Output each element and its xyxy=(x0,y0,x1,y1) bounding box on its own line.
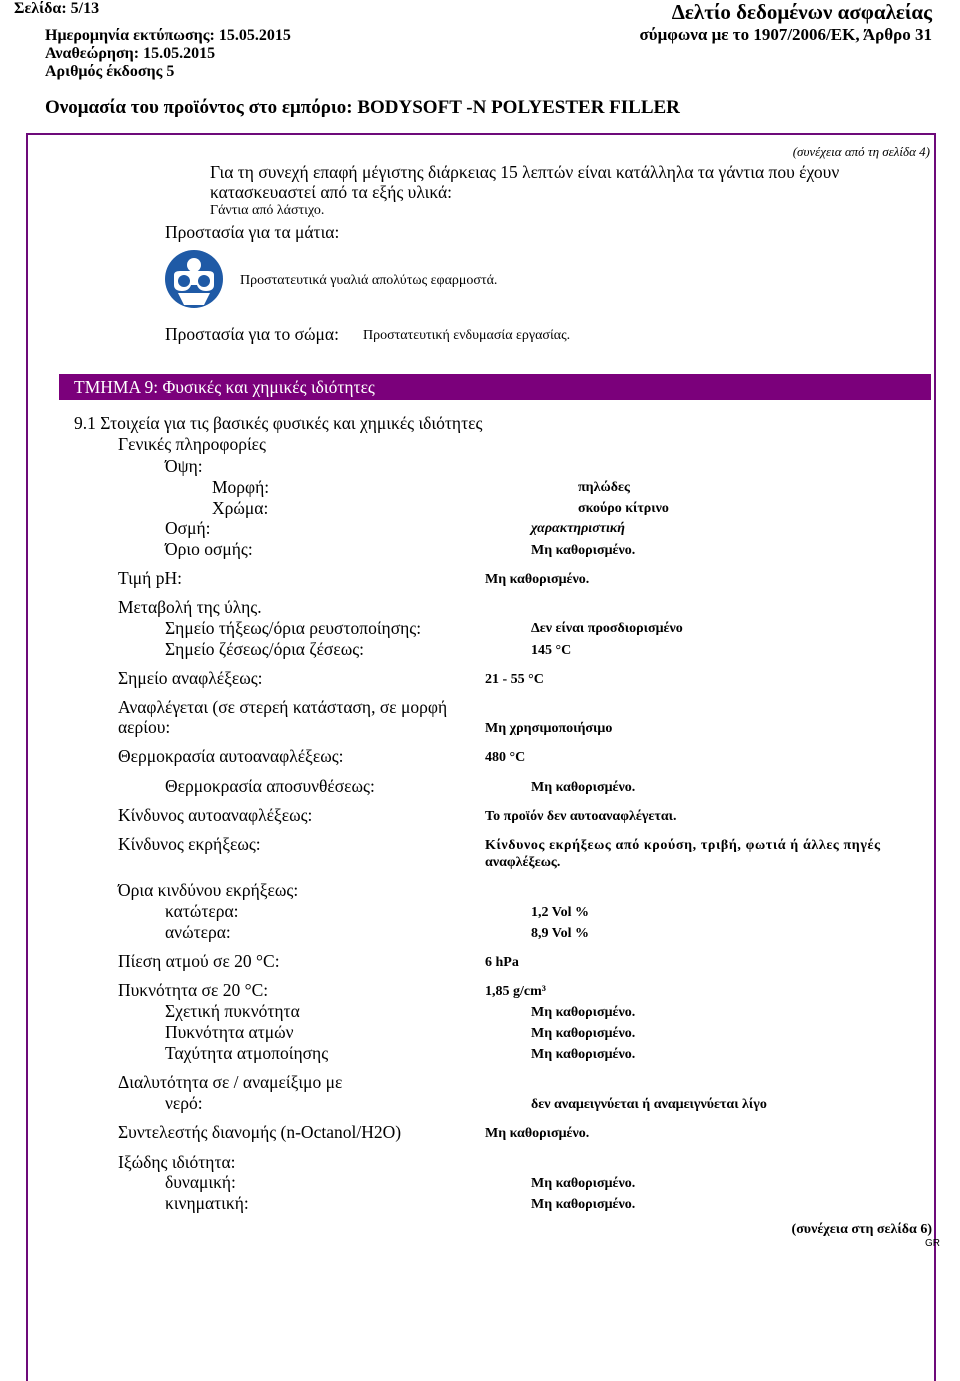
color-value: σκούρο κίτρινο xyxy=(578,501,669,516)
state-change-label: Μεταβολή της ύλης. xyxy=(118,597,262,617)
ph-label: Τιμή pH: xyxy=(118,568,182,588)
continued-to: (συνέχεια στη σελίδα 6) xyxy=(791,1222,932,1237)
kinematic-viscosity-value: Μη καθορισμένο. xyxy=(531,1197,636,1212)
autoignition-value: 480 °C xyxy=(485,750,526,765)
dynamic-viscosity-label: δυναμική: xyxy=(165,1172,236,1192)
odor-threshold-label: Όριο οσμής: xyxy=(165,539,253,559)
upper-limit-label: ανώτερα: xyxy=(165,922,231,942)
boiling-point-value: 145 °C xyxy=(531,643,572,658)
lower-limit-value: 1,2 Vol % xyxy=(531,905,589,920)
density-value: 1,85 g/cm³ xyxy=(485,984,546,999)
continued-from: (συνέχεια από τη σελίδα 4) xyxy=(792,144,930,159)
explosion-value-1: Κίνδυνος εκρήξεως από κρούση, τριβή, φωτιά ή άλλες πηγές xyxy=(485,838,881,853)
evaporation-rate-label: Ταχύτητα ατμοποίησης xyxy=(165,1043,329,1063)
print-date: Ημερομηνία εκτύπωσης: 15.05.2015 xyxy=(45,27,291,44)
partition-coeff-label: Συντελεστής διανομής (n-Octanol/H2O) xyxy=(118,1122,402,1142)
decomposition-value: Μη καθορισμένο. xyxy=(531,780,636,795)
flash-point-value: 21 - 55 °C xyxy=(485,672,544,687)
form-value: πηλώδες xyxy=(578,480,630,495)
solubility-label-1: Διαλυτότητα σε / αναμείξιμο με xyxy=(118,1072,343,1092)
section-9-header: ΤΜΗΜΑ 9: Φυσικές και χημικές ιδιότητες xyxy=(59,374,931,400)
gloves-text-2: κατασκευαστεί από τα εξής υλικά: xyxy=(210,182,453,202)
eye-protection-label: Προστασία για τα μάτια: xyxy=(165,222,340,242)
right-border xyxy=(934,350,936,1381)
page-number: Σελίδα: 5/13 xyxy=(14,0,100,17)
gloves-text-1: Για τη συνεχή επαφή μέγιστης διάρκειας 15 λεπτών είναι κατάλληλα τα γάντια που έχουν xyxy=(210,162,840,182)
general-info: Γενικές πληροφορίες xyxy=(118,434,266,454)
autoignition-label: Θερμοκρασία αυτοαναφλέξεως: xyxy=(118,746,344,766)
product-name: Ονομασία του προϊόντος στο εμπόριο: BODYSOFT -N POLYESTER FILLER xyxy=(45,97,680,118)
decomposition-label: Θερμοκρασία αποσυνθέσεως: xyxy=(165,776,375,796)
color-label: Χρώμα: xyxy=(212,498,269,518)
eye-protection-value: Προστατευτικά γυαλιά απολύτως εφαρμοστά. xyxy=(240,273,498,288)
language-code: GR xyxy=(925,1238,940,1249)
vapour-density-label: Πυκνότητα ατμών xyxy=(165,1022,294,1042)
revision-date: Αναθεώρηση: 15.05.2015 xyxy=(45,45,216,62)
relative-density-value: Μη καθορισμένο. xyxy=(531,1005,636,1020)
goggles-icon xyxy=(164,249,224,309)
odor-label: Οσμή: xyxy=(165,518,211,538)
explosion-label: Κίνδυνος εκρήξεως: xyxy=(118,834,261,854)
relative-density-label: Σχετική πυκνότητα xyxy=(165,1001,300,1021)
flammability-value: Μη χρησιμοποιήσιμο xyxy=(485,721,613,736)
body-protection-label: Προστασία για το σώμα: xyxy=(165,324,339,344)
version-number: Αριθμός έκδοσης 5 xyxy=(45,63,175,80)
upper-limit-value: 8,9 Vol % xyxy=(531,926,589,941)
body-protection-value: Προστατευτική ενδυμασία εργασίας. xyxy=(363,328,571,343)
doc-title: Δελτίο δεδομένων ασφαλείας xyxy=(671,0,932,24)
left-border xyxy=(26,350,28,1381)
flammability-label-1: Αναφλέγεται (σε στερεή κατάσταση, σε μορφή xyxy=(118,697,448,717)
ph-value: Μη καθορισμένο. xyxy=(485,572,590,587)
partition-coeff-value: Μη καθορισμένο. xyxy=(485,1126,590,1141)
form-label: Μορφή: xyxy=(212,477,270,497)
vapour-pressure-label: Πίεση ατμού σε 20 °C: xyxy=(118,951,280,971)
viscosity-label: Ιξώδης ιδιότητα: xyxy=(118,1152,236,1172)
density-label: Πυκνότητα σε 20 °C: xyxy=(118,980,269,1000)
props-title: 9.1 Στοιχεία για τις βασικές φυσικές και χημικές ιδιότητες xyxy=(74,413,483,433)
self-ignition-value: Το προϊόν δεν αυτοαναφλέγεται. xyxy=(485,809,677,824)
vapour-density-value: Μη καθορισμένο. xyxy=(531,1026,636,1041)
odor-value: χαρακτηριστική xyxy=(531,521,625,536)
solubility-value: δεν αναμειγνύεται ή αναμειγνύεται λίγο xyxy=(531,1097,767,1112)
boiling-point-label: Σημείο ζέσεως/όρια ζέσεως: xyxy=(165,639,365,659)
lower-limit-label: κατώτερα: xyxy=(165,901,239,921)
gloves-material: Γάντια από λάστιχο. xyxy=(210,203,325,218)
self-ignition-label: Κίνδυνος αυτοαναφλέξεως: xyxy=(118,805,313,825)
odor-threshold-value: Μη καθορισμένο. xyxy=(531,543,636,558)
dynamic-viscosity-value: Μη καθορισμένο. xyxy=(531,1176,636,1191)
melting-point-label: Σημείο τήξεως/όρια ρευστοποίησης: xyxy=(165,618,422,638)
explosion-limits-label: Όρια κινδύνου εκρήξεως: xyxy=(118,880,299,900)
flammability-label-2: αερίου: xyxy=(118,717,171,737)
explosion-value-2: αναφλέξεως. xyxy=(485,855,561,870)
regulation: σύμφωνα με το 1907/2006/ΕΚ, Άρθρο 31 xyxy=(639,25,932,44)
evaporation-rate-value: Μη καθορισμένο. xyxy=(531,1047,636,1062)
flash-point-label: Σημείο αναφλέξεως: xyxy=(118,668,263,688)
vapour-pressure-value: 6 hPa xyxy=(485,955,519,970)
melting-point-value: Δεν είναι προσδιορισμένο xyxy=(531,621,683,636)
kinematic-viscosity-label: κινηματική: xyxy=(165,1193,249,1213)
solubility-label-2: νερό: xyxy=(165,1093,203,1113)
appearance-label: Όψη: xyxy=(165,456,203,476)
